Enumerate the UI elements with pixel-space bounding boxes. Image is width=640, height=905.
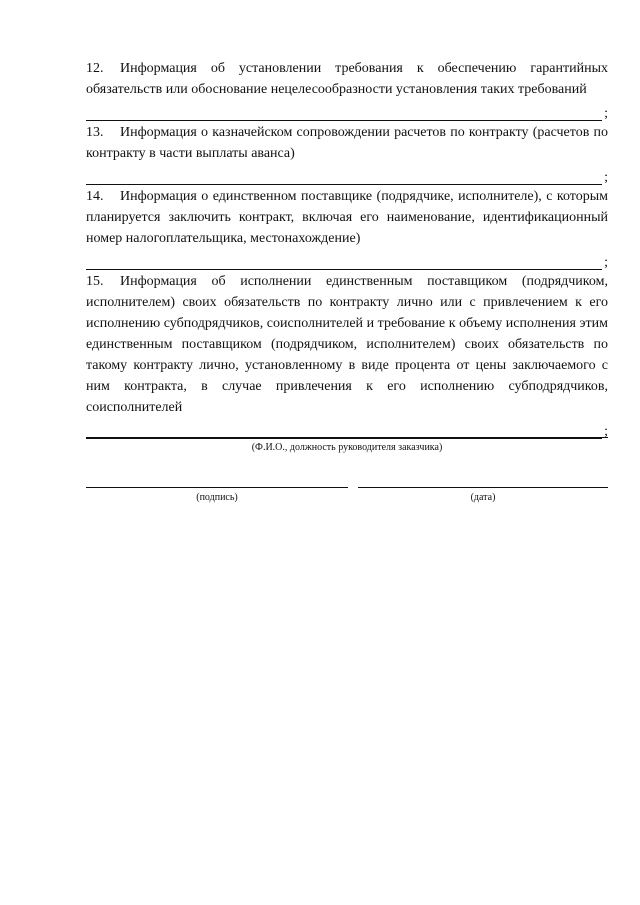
- date-block: [358, 474, 608, 505]
- item-text: Информация об исполнении единственным поставщиком (подрядчиком, исполнителем) своих обязательств по контракту лично или с привлечением к его исполнению субподрядчиков, соисполнителей и требование к объему исполнения этим единственным поставщиком (подрядчиком, исполнителем) своих обязательств по такому контракту лично, установленному в виде процента от цены заключаемого с ним контракта, в случае привлечения к его исполнению субподрядчиков, соисполнителей: [86, 274, 608, 415]
- item-13-text-block: [86, 122, 608, 164]
- line-terminator: ;: [604, 255, 608, 270]
- item-text: Информация об установлении требования к обеспечению гарантийных обязательств или обоснование нецелесообразности установления таких требований: [86, 61, 608, 97]
- item-number: 14.: [86, 189, 104, 204]
- item-12: [86, 58, 608, 121]
- item-13: [86, 122, 608, 185]
- signature-date-row: [86, 474, 608, 505]
- signature-line[interactable]: [86, 474, 348, 488]
- line-terminator: ;: [604, 106, 608, 121]
- signature-block: [86, 474, 348, 505]
- fill-in-line[interactable]: [86, 164, 608, 185]
- signature-caption: (подпись): [196, 492, 238, 503]
- fill-in-line[interactable]: [86, 249, 608, 270]
- items-list: [86, 58, 608, 440]
- item-12-text-block: [86, 58, 608, 100]
- item-number: 13.: [86, 125, 104, 140]
- item-14: [86, 186, 608, 270]
- line-terminator: ;: [604, 170, 608, 185]
- fill-in-rule: [86, 256, 602, 270]
- item-15: [86, 271, 608, 439]
- name-position-line[interactable]: [86, 424, 608, 438]
- fill-in-line[interactable]: [86, 100, 608, 121]
- item-text: Информация о казначейском сопровождении расчетов по контракту (расчетов по контракту в части выплаты аванса): [86, 125, 608, 161]
- name-position-caption: (Ф.И.О., должность руководителя заказчика): [251, 442, 443, 453]
- item-text: Информация о единственном поставщике (подрядчике, исполнителе), с которым планируется заключить контракт, включая его наименование, идентификационный номер налогоплательщика, местонахождение): [86, 189, 608, 246]
- fill-in-rule: [86, 171, 602, 185]
- fill-in-rule: [86, 107, 602, 121]
- name-position-block: [86, 424, 608, 455]
- date-caption: (дата): [470, 492, 496, 503]
- line-terminator: ;: [604, 424, 608, 439]
- item-number: 12.: [86, 61, 104, 76]
- item-number: 15.: [86, 274, 104, 289]
- item-15-text-block: [86, 271, 608, 418]
- date-line[interactable]: [358, 474, 608, 488]
- item-14-text-block: [86, 186, 608, 249]
